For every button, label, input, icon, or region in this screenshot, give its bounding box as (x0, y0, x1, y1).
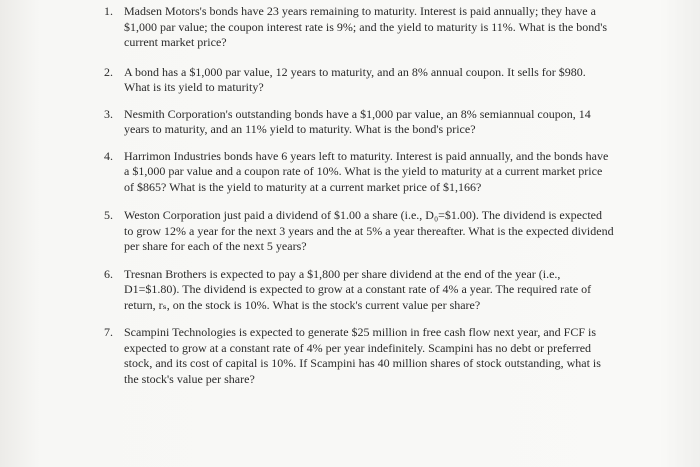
problem-text: Tresnan Brothers is expected to pay a $1,800 per share dividend at the end of the year (i.e., D1=$1.80). The dividend is expected to grow at a constant rate of 4% a year. The required rate of return, rₛ, on the stock is 10%. What is the stock's current value per share? (124, 266, 592, 312)
problem-number: 3. (104, 106, 113, 121)
problem-list (104, 4, 614, 398)
problem-item (104, 149, 614, 196)
problem-text: A bond has a $1,000 par value, 12 years to maturity, and an 8% annual coupon. It sells for $980. What is its yield to maturity? (124, 64, 586, 94)
problem-number: 1. (104, 4, 113, 18)
problem-number: 2. (104, 64, 113, 79)
problem-item (104, 4, 614, 51)
problem-item (104, 107, 614, 138)
problem-text: Madsen Motors's bonds have 23 years remaining to maturity. Interest is paid annually; they have a $1,000 par value; the coupon interest rate is 9%; and the yield to maturity is 11%. What is the bond's current market price? (124, 4, 608, 49)
problem-number: 5. (104, 208, 113, 222)
problem-number: 4. (104, 148, 113, 163)
problem-number: 6. (104, 266, 113, 281)
problem-text: Harrimon Industries bonds have 6 years left to maturity. Interest is paid annually, and the bonds have a $1,000 par value and a coupon rate of 10%. What is the yield to maturity at a current market price of $865? What is the yield to maturity at a current market price of $1,166? (124, 148, 609, 194)
problem-text: Scampini Technologies is expected to generate $25 million in free cash flow next year, and FCF is expected to grow at a constant rate of 4% per year indefinitely. Scampini has no debt or preferred stock, and its cost of capital is 10%. If Scampini has 40 million shares of stock outstanding, what is the stock's value per share? (124, 325, 601, 386)
problem-number: 7. (104, 325, 113, 339)
problem-item (104, 208, 614, 255)
problem-text: Weston Corporation just paid a dividend of $1.00 a share (i.e., D₀=$1.00). The dividend is expected to grow 12% a year for the next 3 years and the at 5% a year thereafter. What is the expected dividend per share for each of the next 5 years? (124, 208, 614, 253)
problem-text: Nesmith Corporation's outstanding bonds have a $1,000 par value, an 8% semiannual coupon, 14 years to maturity, and an 11% yield to maturity. What is the bond's price? (124, 106, 591, 136)
problem-item (104, 65, 614, 96)
problem-item (104, 267, 614, 314)
problem-item (104, 325, 614, 387)
